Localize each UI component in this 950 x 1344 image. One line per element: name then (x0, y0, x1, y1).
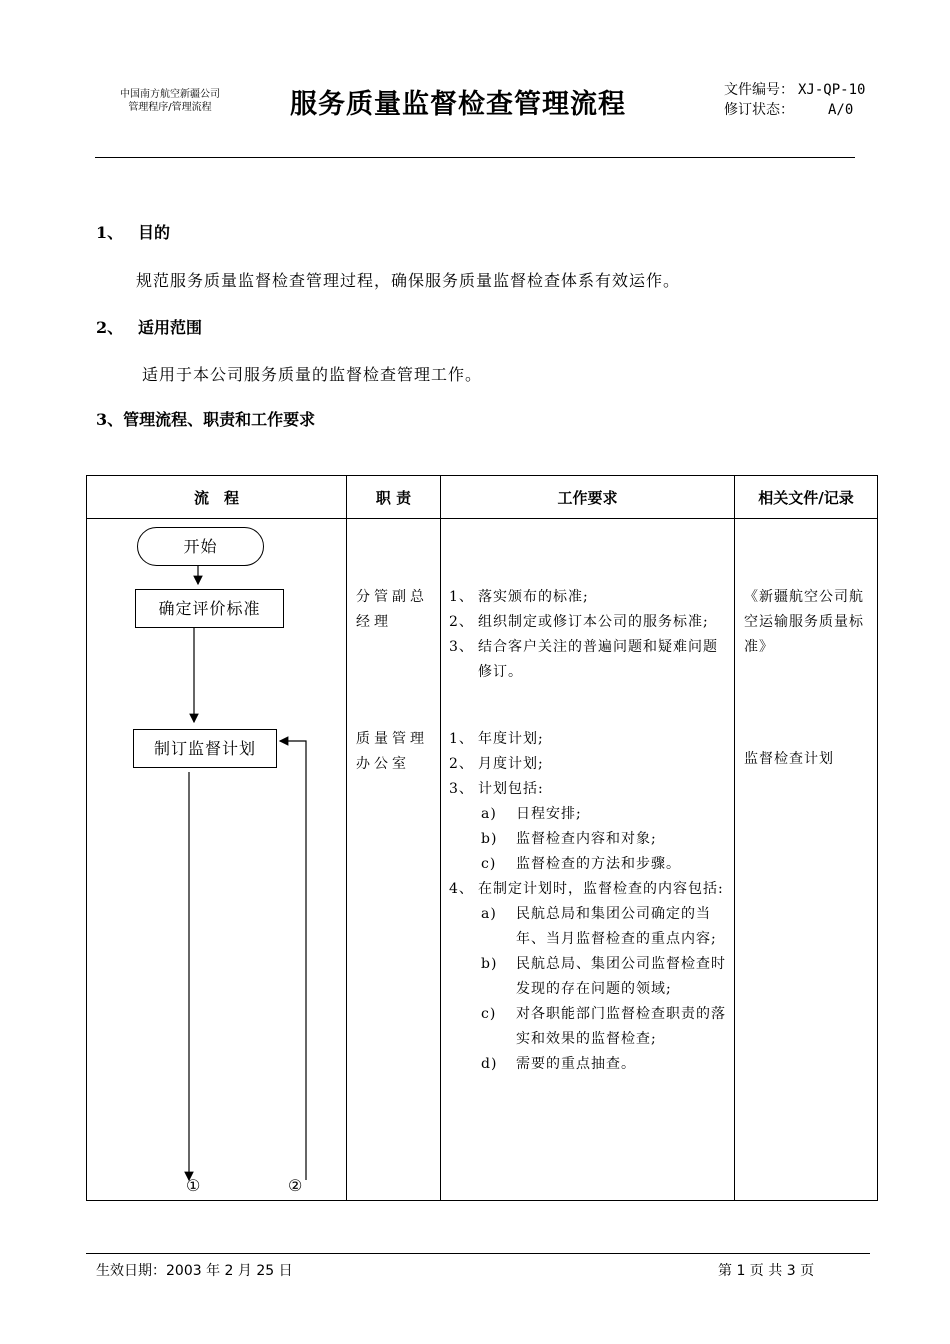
col-header-flow: 流 程 (87, 476, 347, 519)
req-subitem: d) 需要的重点抽查。 (481, 1056, 636, 1072)
footer-divider (86, 1253, 870, 1254)
req-subitem: c) 监督检查的方法和步骤。 (481, 856, 681, 872)
req-item: 4、 在制定计划时，监督检查的内容包括: (449, 881, 724, 897)
arrow-connector2-to-step2 (280, 741, 306, 1180)
page-number: 第 1 页 共 3 页 (718, 1263, 815, 1279)
section-2-body: 适用于本公司服务质量的监督检查管理工作。 (142, 365, 483, 384)
req-item: 2、 组织制定或修订本公司的服务标准; (449, 614, 709, 630)
section-1-number: 1、 (96, 223, 124, 242)
rev-status: A/0 (828, 102, 854, 118)
requirements-row-2 (449, 727, 729, 1077)
flow-start: 开始 (137, 527, 264, 566)
req-item: 1、 落实颁布的标准; (449, 589, 589, 605)
doc-no: XJ-QP-10 (798, 82, 866, 98)
doc-no-label: 文件编号： (724, 82, 794, 98)
req-subitem: c) 对各职能部门监督检查职责的落实和效果的监督检查; (481, 1006, 726, 1047)
req-item: 3、 结合客户关注的普遍问题和疑难问题修订。 (449, 639, 718, 680)
duty-row-2: 质量管理办公室 (356, 731, 428, 772)
company-line-1: 中国南方航空新疆公司 (120, 89, 220, 100)
flow-step-make-plan: 制订监督计划 (133, 729, 277, 768)
related-row-1: 《新疆航空公司航空运输服务质量标准》 (744, 589, 864, 655)
req-item: 1、 年度计划; (449, 731, 544, 747)
rev-label: 修订状态： (724, 102, 794, 118)
connector-1: ① (186, 1176, 201, 1195)
req-item: 2、 月度计划; (449, 756, 544, 772)
section-3-number: 3、 (96, 410, 124, 429)
effective-date: 生效日期：2003 年 2 月 25 日 (96, 1263, 293, 1279)
section-1-title: 目的 (138, 223, 171, 242)
section-3-title: 管理流程、职责和工作要求 (123, 410, 316, 429)
col-header-related: 相关文件/记录 (735, 476, 878, 519)
section-2-title: 适用范围 (138, 318, 203, 337)
req-subitem: a) 日程安排; (481, 806, 582, 822)
col-header-duty: 职 责 (347, 476, 441, 519)
section-1-body: 规范服务质量监督检查管理过程，确保服务质量监督检查体系有效运作。 (136, 271, 681, 290)
req-subitem: b) 民航总局、集团公司监督检查时发现的存在问题的领域; (481, 956, 726, 997)
duty-row-1: 分管副总经理 (356, 589, 428, 630)
connector-2: ② (288, 1176, 303, 1195)
flow-step-define-standard: 确定评价标准 (135, 589, 284, 628)
company-line-2: 管理程序/管理流程 (128, 102, 212, 113)
document-title: 服务质量监督检查管理流程 (290, 89, 626, 120)
col-header-requirements: 工作要求 (441, 476, 735, 519)
req-item: 3、 计划包括: (449, 781, 544, 797)
section-2-number: 2、 (96, 318, 124, 337)
related-row-2: 监督检查计划 (744, 751, 834, 767)
req-subitem: b) 监督检查内容和对象; (481, 831, 657, 847)
requirements-row-1 (449, 585, 729, 685)
req-subitem: a) 民航总局和集团公司确定的当年、当月监督检查的重点内容; (481, 906, 717, 947)
